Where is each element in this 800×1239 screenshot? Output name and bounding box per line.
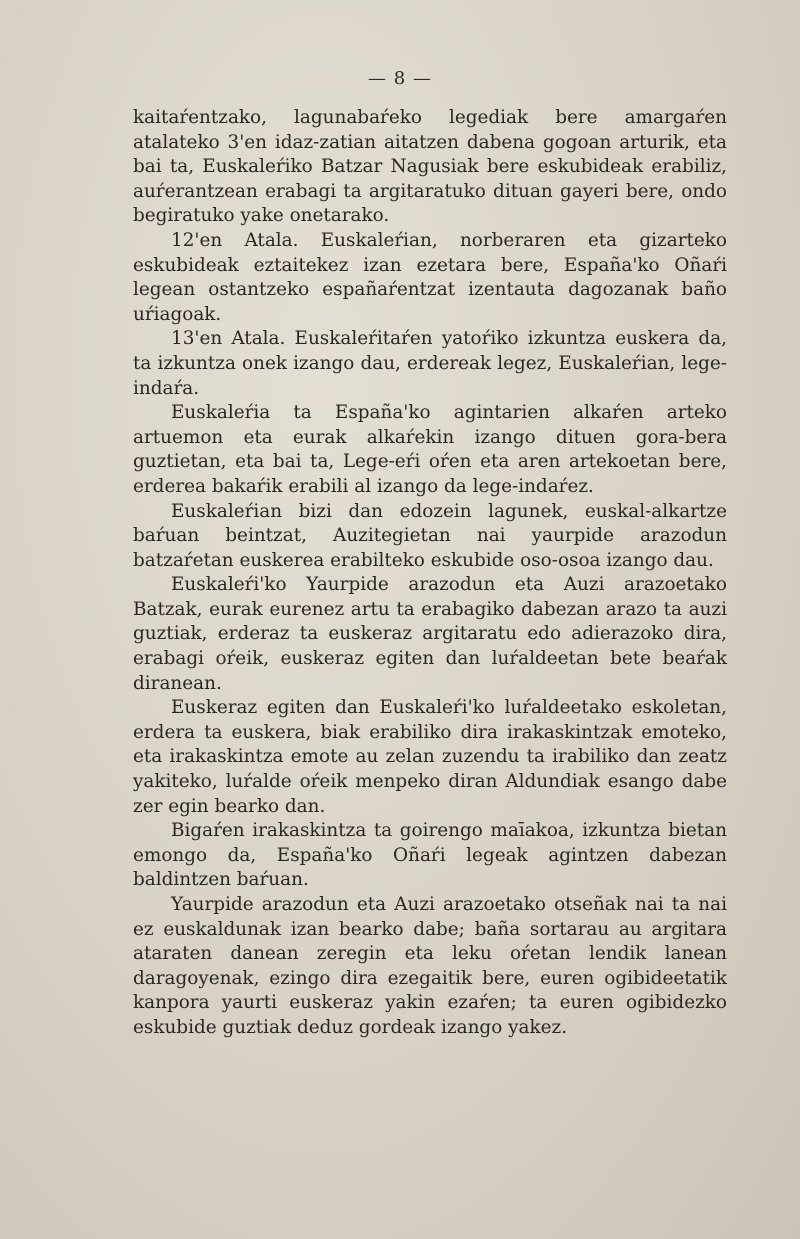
paragraph-article-13: 13'en Atala. Euskaleŕitaŕen yatoŕiko izkuntza euskera da, ta izkuntza onek izango dau, erdereak legez, Euskaleŕian, lege-indaŕa. bbox=[133, 328, 727, 399]
paragraph: Euskeraz egiten dan Euskaleŕi'ko luŕaldeetako eskoletan, erdera ta euskera, biak erabiliko dira irakaskintzak emoteko, eta irakaskintza emote au zelan zuzendu ta irabiliko dan zeatz yakiteko, luŕalde oŕeik menpeko diran Aldundiak esango dabe zer egin bearko dan. bbox=[133, 697, 727, 817]
paragraph: Yaurpide arazodun eta Auzi arazoetako otseñak nai ta nai ez euskaldunak izan bearko dabe; baña sortarau au argitara ataraten danean zeregin eta leku oŕetan lendik lanean daragoyenak, ezingo dira ezegaitik bere, euren ogibideetatik kanpora yaurti euskeraz yakin ezaŕen; ta euren ogibidezko eskubide guztiak deduz gordeak izango yakez. bbox=[133, 894, 727, 1038]
document-body bbox=[133, 106, 727, 1041]
paragraph-article-12: 12'en Atala. Euskaleŕian, norberaren eta gizarteko eskubideak eztaitekez izan ezetara bere, España'ko Oñaŕi legean ostantzeko españaŕentzat izentauta dagozanak baño uŕiagoak. bbox=[133, 229, 727, 325]
paragraph: Euskaleŕian bizi dan edozein lagunek, euskal-alkartze baŕuan beintzat, Auzitegietan nai yaurpide arazodun batzaŕetan euskerea erabilteko eskubide oso-osoa izango dau. bbox=[133, 500, 727, 571]
paragraph: Euskaleŕi'ko Yaurpide arazodun eta Auzi arazoetako Batzak, eurak eurenez artu ta erabagiko dabezan arazo ta auzi guztiak, erderaz ta euskeraz argitaratu edo adierazoko dira, erabagi oŕeik, euskeraz egiten dan luŕaldeetan bete beaŕak diranean. bbox=[133, 574, 727, 694]
paragraph: Euskaleŕia ta España'ko agintarien alkaŕen arteko artuemon eta eurak alkaŕekin izango dituen gora-bera guztietan, eta bai ta, Lege-eŕi oŕen eta aren artekoetan bere, erderea bakaŕik erabili al izango da lege-indaŕez. bbox=[133, 402, 727, 497]
paragraph: Bigaŕen irakaskintza ta goirengo maīakoa, izkuntza bietan emongo da, España'ko Oñaŕi legeak agintzen dabezan baldintzen baŕuan. bbox=[133, 820, 727, 891]
paragraph: kaitaŕentzako, lagunabaŕeko legediak bere amargaŕen atalateko 3'en idaz-zatian aitatzen dabena gogoan arturik, eta bai ta, Euskaleŕiko Batzar Nagusiak bere eskubideak erabiliz, auŕerantzean erabagi ta argitaratuko dituan gayeri bere, ondo begiratuko yake onetarako. bbox=[133, 107, 727, 227]
page-number: — 8 — bbox=[368, 68, 432, 89]
